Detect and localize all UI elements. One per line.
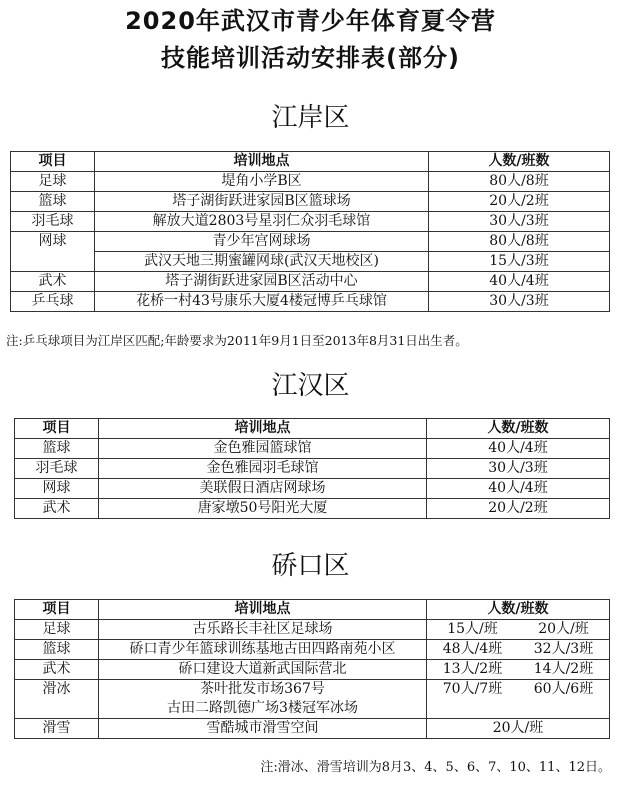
- table-row: [15, 660, 610, 680]
- cell-item: 羽毛球: [11, 212, 95, 232]
- capacity-session-2: 14人/2班: [533, 661, 594, 677]
- header-capacity: 人数/班数: [427, 600, 610, 620]
- cell-venue: [99, 680, 427, 719]
- cell-item: 网球: [11, 232, 95, 272]
- cell-capacity: 40人/4班: [427, 439, 610, 459]
- cell-capacity: 30人/3班: [429, 212, 610, 232]
- cell-item: 武术: [11, 272, 95, 292]
- cell-venue: 古乐路长丰社区足球场: [99, 620, 427, 640]
- header-capacity: 人数/班数: [427, 419, 610, 439]
- cell-capacity: 30人/3班: [429, 292, 610, 312]
- qiaokou-table: [14, 599, 610, 739]
- capacity-session-2: 60人/6班: [533, 681, 594, 697]
- cell-venue: 解放大道2803号星羽仁众羽毛球馆: [95, 212, 429, 232]
- table-header-row: [11, 152, 610, 172]
- cell-item: 滑雪: [15, 719, 99, 739]
- table-row: [11, 232, 610, 252]
- jiangan-note: 注:乒乓球项目为江岸区匹配;年龄要求为2011年9月1日至2013年8月31日出生者。: [6, 333, 468, 348]
- cell-venue: 唐家墩50号阳光大厦: [99, 499, 427, 519]
- table-row: [15, 439, 610, 459]
- cell-item: 羽毛球: [15, 459, 99, 479]
- table-row: [11, 172, 610, 192]
- cell-capacity: [427, 660, 610, 680]
- cell-venue: 硚口青少年篮球训练基地古田四路南苑小区: [99, 640, 427, 660]
- table-row: [15, 459, 610, 479]
- header-capacity: 人数/班数: [429, 152, 610, 172]
- cell-item: 篮球: [15, 640, 99, 660]
- cell-venue: 美联假日酒店网球场: [99, 479, 427, 499]
- cell-capacity: 20人/2班: [429, 192, 610, 212]
- cell-capacity: 80人/8班: [429, 172, 610, 192]
- cell-capacity: [427, 620, 610, 640]
- jiangan-table: [10, 151, 610, 312]
- cell-item: 足球: [15, 620, 99, 640]
- cell-capacity: 40人/4班: [427, 479, 610, 499]
- district-title-qiaokou: 硚口区: [271, 551, 350, 581]
- cell-item: 篮球: [15, 439, 99, 459]
- header-item: 项目: [11, 152, 95, 172]
- table-header-row: [15, 600, 610, 620]
- table-row: [15, 719, 610, 739]
- capacity-session-2: 20人/班: [538, 621, 589, 637]
- cell-capacity: 20人/班: [427, 719, 610, 739]
- cell-item: 足球: [11, 172, 95, 192]
- cell-capacity: 30人/3班: [427, 459, 610, 479]
- cell-venue: 花桥一村43号康乐大厦4楼冠博乒乓球馆: [95, 292, 429, 312]
- cell-venue: 雪酷城市滑雪空间: [99, 719, 427, 739]
- jianghan-table: [14, 418, 610, 519]
- venue-line-2: 古田二路凯德广场3楼冠军冰场: [167, 700, 358, 716]
- district-title-jianghan: 江汉区: [271, 371, 350, 401]
- cell-capacity: 40人/4班: [429, 272, 610, 292]
- cell-item: 滑冰: [15, 680, 99, 719]
- cell-venue: 塔子湖街跃进家园B区活动中心: [95, 272, 429, 292]
- cell-venue: 金色雅园羽毛球馆: [99, 459, 427, 479]
- capacity-session-1: 70人/7班: [442, 681, 503, 697]
- table-row: [15, 499, 610, 519]
- capacity-session-1: 13人/2班: [442, 661, 503, 677]
- header-item: 项目: [15, 419, 99, 439]
- cell-item: 武术: [15, 660, 99, 680]
- table-row: [11, 212, 610, 232]
- capacity-session-1: 48人/4班: [442, 641, 503, 657]
- cell-item: 武术: [15, 499, 99, 519]
- header-venue: 培训地点: [99, 419, 427, 439]
- header-venue: 培训地点: [95, 152, 429, 172]
- cell-capacity: 15人/3班: [429, 252, 610, 272]
- cell-venue: 塔子湖街跃进家园B区篮球场: [95, 192, 429, 212]
- cell-capacity: [427, 640, 610, 660]
- table-header-row: [15, 419, 610, 439]
- cell-capacity: 20人/2班: [427, 499, 610, 519]
- cell-item: 篮球: [11, 192, 95, 212]
- page-subtitle: 技能培训活动安排表(部分): [161, 44, 460, 72]
- table-row: [11, 292, 610, 312]
- table-row: [11, 272, 610, 292]
- cell-venue: 堤角小学B区: [95, 172, 429, 192]
- cell-capacity: [427, 680, 610, 719]
- cell-venue: 武汉天地三期蜜罐网球(武汉天地校区): [95, 252, 429, 272]
- page-title: 2020年武汉市青少年体育夏令营: [125, 7, 496, 35]
- table-row: [15, 620, 610, 640]
- cell-venue: 硚口建设大道新武国际营北: [99, 660, 427, 680]
- table-row: [11, 252, 610, 272]
- header-venue: 培训地点: [99, 600, 427, 620]
- district-title-jiangan: 江岸区: [271, 103, 350, 133]
- table-row: [11, 192, 610, 212]
- header-item: 项目: [15, 600, 99, 620]
- cell-venue: 青少年宫网球场: [95, 232, 429, 252]
- cell-capacity: 80人/8班: [429, 232, 610, 252]
- cell-item: 网球: [15, 479, 99, 499]
- table-row: [15, 479, 610, 499]
- cell-item: 乒乓球: [11, 292, 95, 312]
- capacity-session-2: 32人/3班: [533, 641, 594, 657]
- cell-venue: 金色雅园篮球馆: [99, 439, 427, 459]
- table-row: [15, 640, 610, 660]
- table-row: [15, 680, 610, 719]
- qiaokou-note: 注:滑冰、滑雪培训为8月3、4、5、6、7、10、11、12日。: [260, 760, 611, 775]
- capacity-session-1: 15人/班: [447, 621, 498, 637]
- venue-line-1: 茶叶批发市场367号: [200, 681, 325, 697]
